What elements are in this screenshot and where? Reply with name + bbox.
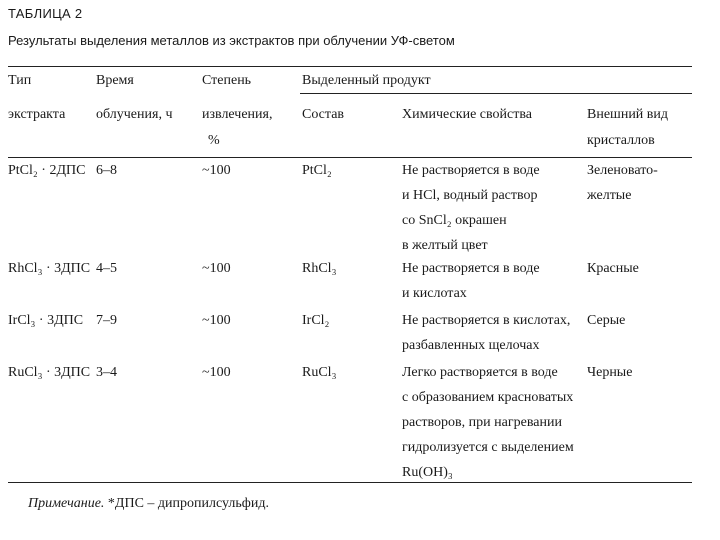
header-time-line1: Время xyxy=(96,73,134,88)
row-properties-line: растворов, при нагревании xyxy=(402,415,562,430)
row-properties-line: со SnCl₂ окрашен xyxy=(402,213,507,228)
row-properties-line: разбавленных щелочах xyxy=(402,338,540,353)
row-time: 7–9 xyxy=(96,313,117,328)
note-label: Примечание. xyxy=(28,496,105,511)
row-properties-line: Не растворяется в кислотах, xyxy=(402,313,571,328)
row-properties-line: в желтый цвет xyxy=(402,238,488,253)
row-extraction: ~100 xyxy=(202,163,231,178)
header-appearance-line2: кристаллов xyxy=(587,133,655,148)
row-time: 4–5 xyxy=(96,261,117,276)
row-properties-line: Легко растворяется в воде xyxy=(402,365,558,380)
table-title: ТАБЛИЦА 2 xyxy=(8,6,83,21)
table-note xyxy=(28,496,269,512)
row-appearance-line: желтые xyxy=(587,188,632,203)
row-properties-line: Не растворяется в воде xyxy=(402,163,540,178)
row-composition: RhCl₃ xyxy=(302,261,337,276)
row-properties-line: с образованием красноватых xyxy=(402,390,574,405)
table-top-rule xyxy=(8,66,692,67)
header-appearance-line1: Внешний вид xyxy=(587,107,669,122)
group-header-rule xyxy=(300,93,692,94)
header-group: Выделенный продукт xyxy=(302,73,431,88)
row-properties-line: и кислотах xyxy=(402,286,467,301)
row-properties-line: гидролизуется с выделением xyxy=(402,440,574,455)
row-extraction: ~100 xyxy=(202,261,231,276)
row-time: 6–8 xyxy=(96,163,117,178)
row-composition: PtCl₂ xyxy=(302,163,332,178)
header-type-line2: экстракта xyxy=(8,107,66,122)
row-properties-line: и HCl, водный раствор xyxy=(402,188,538,203)
row-properties-line: Ru(OH)₃ xyxy=(402,465,453,480)
table-bottom-rule xyxy=(8,482,692,483)
header-extraction-line3: % xyxy=(208,133,220,148)
row-type: IrCl₃ · 3ДПС xyxy=(8,313,84,328)
header-type-line1: Тип xyxy=(8,73,32,88)
row-appearance-line: Красные xyxy=(587,261,639,276)
row-type: RuCl₃ · 3ДПС xyxy=(8,365,91,380)
row-appearance-line: Черные xyxy=(587,365,633,380)
row-time: 3–4 xyxy=(96,365,117,380)
row-extraction: ~100 xyxy=(202,365,231,380)
header-properties: Химические свойства xyxy=(402,107,532,122)
row-properties-line: Не растворяется в воде xyxy=(402,261,540,276)
header-extraction-line2: извлечения, xyxy=(202,107,273,122)
row-extraction: ~100 xyxy=(202,313,231,328)
row-type: RhCl₃ · 3ДПС xyxy=(8,261,91,276)
row-appearance-line: Серые xyxy=(587,313,626,328)
row-composition: IrCl₂ xyxy=(302,313,330,328)
header-extraction-line1: Степень xyxy=(202,73,252,88)
row-type: PtCl₂ · 2ДПС xyxy=(8,163,86,178)
header-composition: Состав xyxy=(302,107,345,122)
table-caption: Результаты выделения металлов из экстрактов при облучении УФ-светом xyxy=(8,33,455,48)
row-appearance-line: Зеленовато- xyxy=(587,163,658,178)
header-time-line2: облучения, ч xyxy=(96,107,173,122)
note-text: *ДПС – дипропилсульфид. xyxy=(104,496,269,511)
row-composition: RuCl₃ xyxy=(302,365,337,380)
